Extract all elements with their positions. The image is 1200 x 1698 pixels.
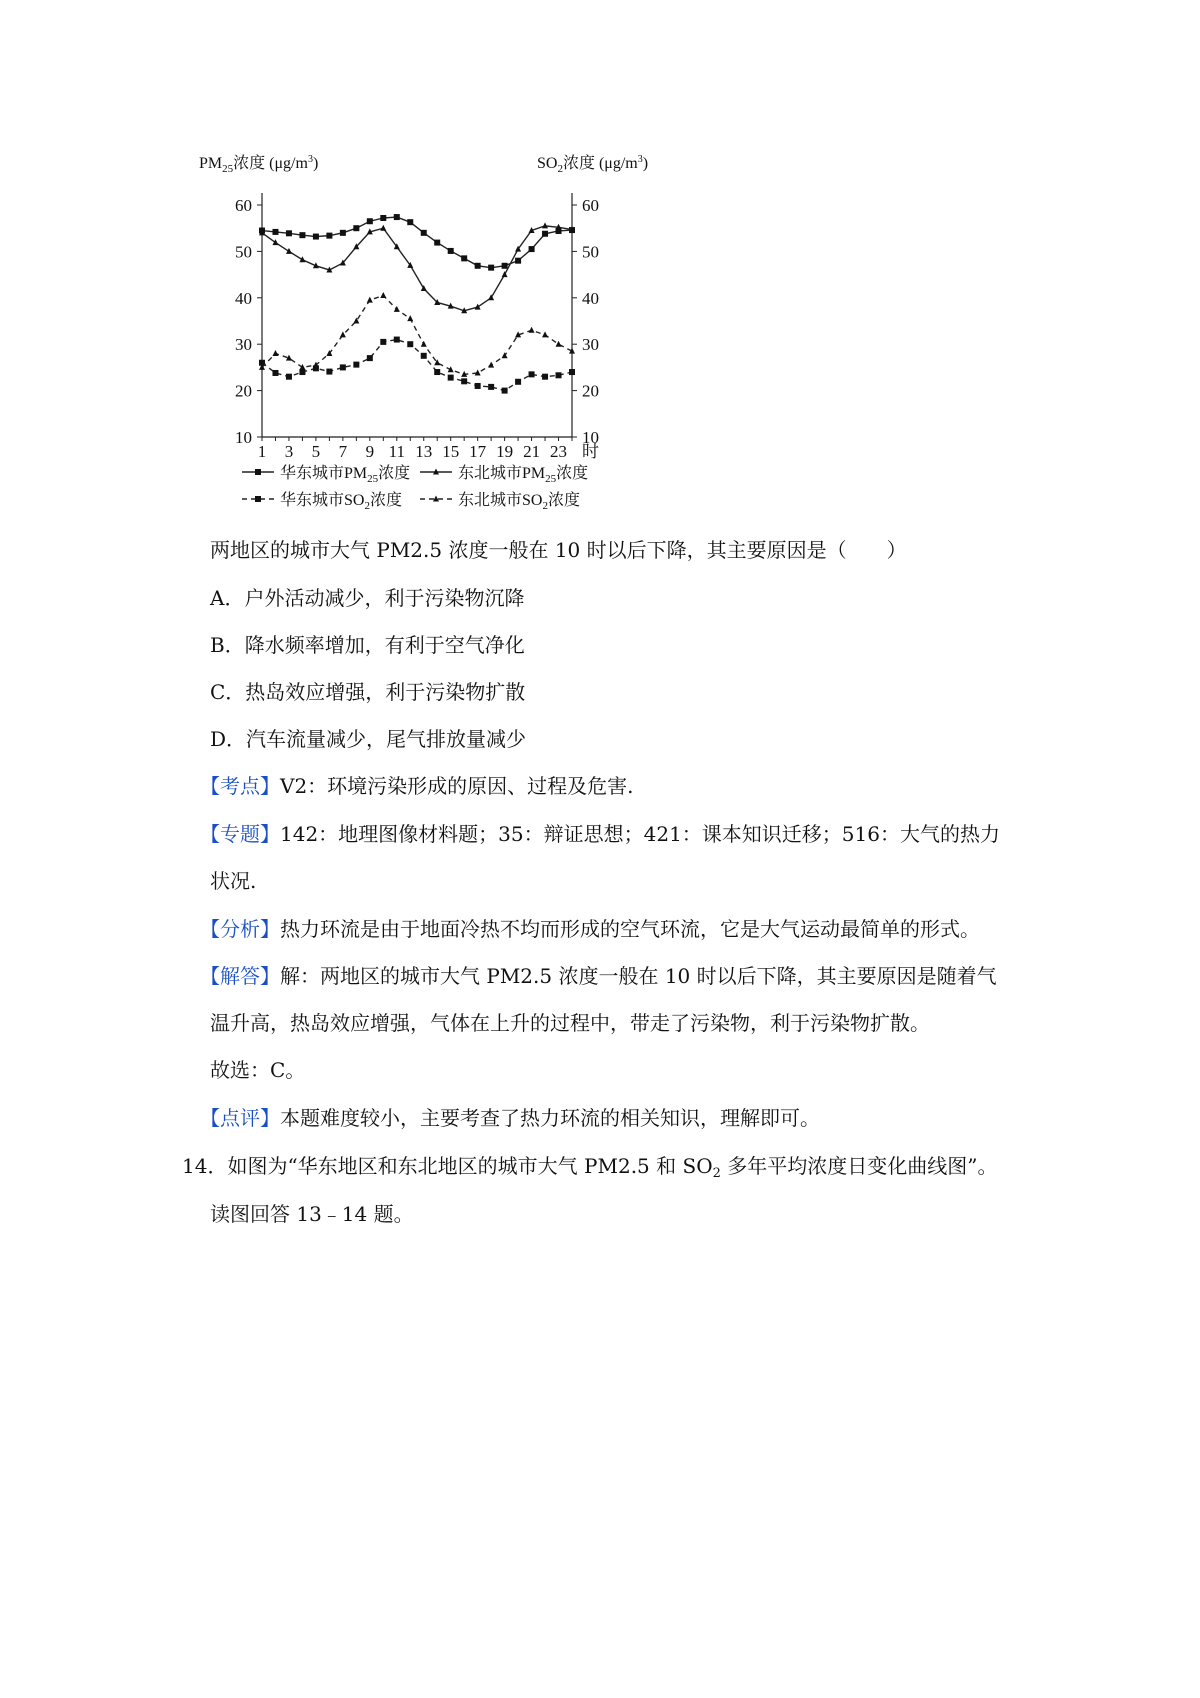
series-1-point (461, 255, 467, 261)
series-1-point (272, 229, 278, 235)
dianping-line (200, 1103, 820, 1133)
x-tick-label: 21 (523, 442, 541, 461)
jieda-text: 解：两地区的城市大气 PM2.5 浓度一般在 10 时以后下降，其主要原因是随着气 (280, 964, 997, 988)
series-1-point (313, 234, 319, 240)
next-question-text-b: 多年平均浓度日变化曲线图”。 (720, 1154, 998, 1178)
series-1-point (380, 215, 386, 221)
series-4-point (488, 362, 494, 368)
series-4-point (272, 350, 278, 356)
option-a: A．户外活动减少，利于污染物沉降 (210, 586, 525, 610)
dianping-tag: 【点评】 (200, 1106, 280, 1130)
y-axis-right-title: $SO_2$浓度 $(\mu g/m^3)$ (537, 154, 649, 175)
series-3-point (434, 369, 440, 375)
x-tick-label: 15 (442, 442, 460, 461)
series-2-point (475, 304, 481, 310)
series-1-point (529, 246, 535, 252)
option-b: B．降水频率增加，有利于空气净化 (210, 633, 525, 657)
x-tick-label: 13 (415, 442, 433, 461)
zhuanti-line (200, 819, 1000, 849)
series-3-point (340, 364, 346, 370)
series-line-3 (262, 340, 572, 391)
next-question-line2: 读图回答 13﹣14 题。 (210, 1202, 414, 1226)
x-tick-label: 9 (365, 442, 375, 461)
option-c: C．热岛效应增强，利于污染物扩散 (210, 680, 526, 704)
series-2-point (380, 225, 386, 231)
series-1-point (340, 230, 346, 236)
y-tick-label-left: 20 (235, 381, 252, 401)
series-3-point (380, 339, 386, 345)
series-3-point (556, 372, 562, 378)
legend-label-3: 华东城市$SO_2$浓度 (280, 492, 402, 512)
y-tick-label-left: 30 (235, 335, 252, 355)
series-2-point (286, 248, 292, 254)
y-axis-left-title: $PM_{25}$浓度 $(\mu g/m^3)$ (199, 154, 319, 175)
series-3-point (542, 374, 548, 380)
y-tick-label-right: 30 (582, 335, 599, 355)
legend-label-2: 东北城市$PM_{25}$浓度 (458, 465, 589, 485)
series-line-4 (262, 295, 572, 374)
zhuanti-line2: 状况. (210, 869, 257, 893)
pollution-chart (190, 145, 710, 520)
series-3-point (407, 341, 413, 347)
series-1-point (394, 214, 400, 220)
series-4-point (542, 331, 548, 337)
x-tick-label: 5 (311, 442, 321, 461)
next-question-subscript: 2 (712, 1166, 721, 1181)
series-1-point (367, 218, 373, 224)
option-d: D．汽车流量减少，尾气排放量减少 (210, 727, 527, 751)
series-3-point (502, 388, 508, 394)
series-3-point (272, 370, 278, 376)
series-1-point (542, 231, 548, 237)
series-3-point (394, 337, 400, 343)
series-1-point (326, 233, 332, 239)
series-3-point (529, 371, 535, 377)
series-3-point (286, 374, 292, 380)
series-1-point (448, 248, 454, 254)
y-tick-label-right: 50 (582, 242, 599, 262)
question-number: 14． (182, 1154, 228, 1178)
zhuanti-text: 142：地理图像材料题；35：辩证思想；421：课本知识迁移；516：大气的热力 (280, 822, 1000, 846)
y-tick-label-left: 10 (235, 428, 252, 447)
y-tick-label-right: 40 (582, 288, 599, 308)
series-3-point (299, 369, 305, 375)
series-3-point (448, 375, 454, 381)
jieda-tag: 【解答】 (200, 964, 280, 988)
next-question-text-a: 如图为“华东地区和东北地区的城市大气 PM2.5 和 SO (227, 1154, 713, 1178)
series-4-point (421, 341, 427, 347)
series-1-point (407, 219, 413, 225)
x-tick-label: 11 (388, 442, 405, 461)
series-2-point (272, 239, 278, 245)
series-1-point (299, 232, 305, 238)
jieda-line2: 温升高，热岛效应增强，气体在上升的过程中，带走了污染物，利于污染物扩散。 (210, 1011, 930, 1035)
series-4-point (556, 341, 562, 347)
fenxi-tag: 【分析】 (200, 917, 280, 941)
series-3-point (488, 384, 494, 390)
y-tick-label-right: 10 (582, 428, 599, 447)
fenxi-text: 热力环流是由于地面冷热不均而形成的空气环流，它是大气运动最简单的形式。 (280, 917, 980, 941)
series-4-point (394, 306, 400, 312)
y-tick-label-left: 50 (235, 242, 252, 262)
series-3-point (353, 362, 359, 368)
series-line-1 (262, 217, 572, 268)
y-tick-label-right: 60 (582, 196, 599, 215)
x-tick-label: 1 (257, 442, 267, 461)
y-tick-label-left: 40 (235, 288, 252, 308)
dianping-text: 本题难度较小，主要考查了热力环流的相关知识，理解即可。 (280, 1106, 820, 1130)
series-2-point (542, 222, 548, 228)
fenxi-line (200, 914, 980, 944)
series-4-point (299, 364, 305, 370)
series-1-point (488, 265, 494, 271)
x-tick-label: 19 (496, 442, 514, 461)
jieda-line (200, 961, 997, 991)
series-1-point (353, 225, 359, 231)
series-line-2 (262, 226, 572, 311)
series-4-point (475, 369, 481, 375)
x-tick-label: 7 (338, 442, 348, 461)
series-4-point (340, 331, 346, 337)
series-1-point (475, 263, 481, 269)
y-tick-label-left: 60 (235, 196, 252, 215)
series-3-point (326, 369, 332, 375)
x-tick-label: 3 (284, 442, 294, 461)
kaodian-tag: 【考点】 (200, 774, 280, 798)
series-3-point (515, 379, 521, 385)
x-tick-label: 23 (550, 442, 568, 461)
series-3-point (475, 383, 481, 389)
next-question-line (182, 1151, 997, 1189)
kaodian-text: V2：环境污染形成的原因、过程及危害. (280, 774, 634, 798)
legend-marker-3 (255, 496, 261, 502)
kaodian-line (200, 771, 634, 801)
legend-marker-1 (255, 469, 261, 475)
legend-label-1: 华东城市$PM_{25}$浓度 (280, 465, 411, 485)
legend-label-4: 东北城市$SO_2$浓度 (458, 492, 580, 512)
answer-line: 故选：C。 (210, 1058, 306, 1082)
series-4-point (380, 292, 386, 298)
x-axis-unit: 时 (582, 442, 599, 461)
series-4-point (367, 297, 373, 303)
series-3-point (569, 369, 575, 375)
question-stem: 两地区的城市大气 PM2.5 浓度一般在 10 时以后下降，其主要原因是（ ） (210, 538, 907, 562)
series-1-point (515, 258, 521, 264)
series-1-point (434, 240, 440, 246)
series-1-point (286, 230, 292, 236)
x-tick-label: 17 (469, 442, 487, 461)
series-1-point (502, 263, 508, 269)
series-3-point (367, 355, 373, 361)
zhuanti-tag: 【专题】 (200, 822, 280, 846)
series-1-point (421, 230, 427, 236)
series-3-point (421, 353, 427, 359)
series-4-point (529, 327, 535, 333)
series-4-point (407, 315, 413, 321)
series-3-point (461, 378, 467, 384)
y-tick-label-right: 20 (582, 381, 599, 401)
